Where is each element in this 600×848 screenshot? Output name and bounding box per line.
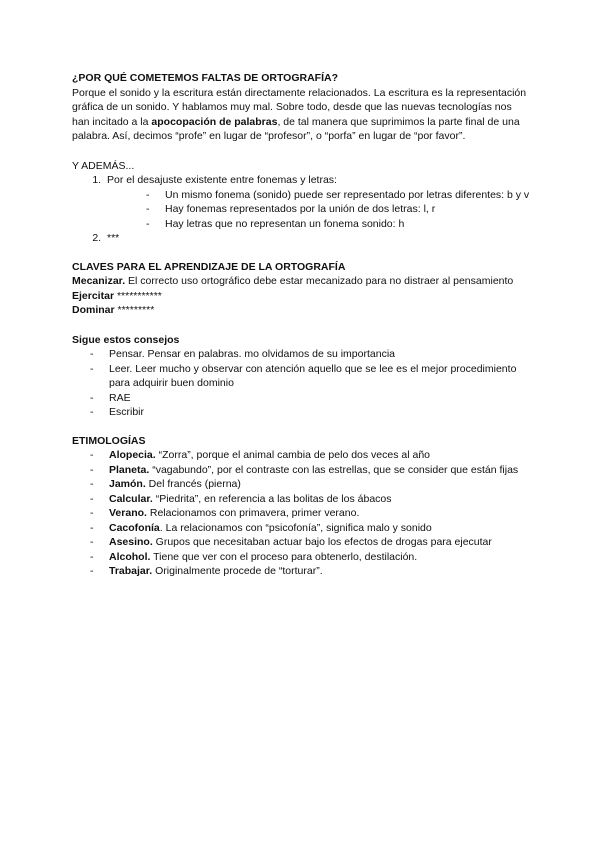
etimologia-desc: Del francés (pierna) xyxy=(145,478,241,490)
etimologia-item xyxy=(90,564,532,579)
ademas-item xyxy=(104,173,532,231)
etimologia-desc: “vagabundo”, por el contraste con las estrellas, que se consider que están fijas xyxy=(149,463,519,476)
etimologia-item xyxy=(90,521,532,536)
dominar-text: ********* xyxy=(114,304,155,316)
etimologia-desc: “Piedrita”, en referencia a las bolitas de los ábacos xyxy=(152,492,392,505)
ademas-sublist xyxy=(107,188,532,232)
ejercitar-line xyxy=(72,289,532,304)
etimologia-term: Jamón. xyxy=(109,478,146,490)
spacer xyxy=(72,318,532,333)
etimologia-term: Alcohol. xyxy=(109,550,151,563)
etimologia-item xyxy=(90,463,532,478)
etimologia-item xyxy=(90,535,532,550)
spacer xyxy=(72,144,532,159)
etimologia-item xyxy=(90,506,532,521)
section-title-consejos: Sigue estos consejos xyxy=(72,333,180,346)
ademas-item-text: *** xyxy=(107,232,120,244)
etimologia-desc: “Zorra”, porque el animal cambia de pelo dos veces al año xyxy=(155,449,430,461)
etimologia-desc: Tiene que ver con el proceso para obtenerlo, destilación. xyxy=(150,550,418,563)
etimologia-item xyxy=(90,448,532,463)
intro-paragraph xyxy=(72,86,532,144)
document-body xyxy=(72,71,532,579)
etimologia-desc: Relacionamos con primavera, primer verano. xyxy=(146,507,360,519)
spacer xyxy=(72,246,532,260)
etimologia-item xyxy=(90,492,532,507)
ademas-subitem: - Hay letras que no representan un fonema sonido: h xyxy=(146,217,532,232)
ademas-item-text: Por el desajuste existente entre fonemas y letras: xyxy=(107,174,337,186)
etimologia-term: Calcular. xyxy=(109,492,153,505)
etimologia-term: Alopecia. xyxy=(109,449,156,461)
etimologia-term: Asesino. xyxy=(109,536,153,548)
etimologia-term: Trabajar. xyxy=(109,565,153,577)
section-title-faltas: ¿POR QUÉ COMETEMOS FALTAS DE ORTOGRAFÍA? xyxy=(72,72,339,84)
section-title-ademas: Y ADEMÁS... xyxy=(72,159,135,172)
mecanizar-label: Mecanizar. xyxy=(72,275,126,287)
section-title-etimologias: ETIMOLOGÍAS xyxy=(72,434,146,447)
etimologias-list xyxy=(72,448,532,579)
etimologia-term: Planeta. xyxy=(109,463,150,476)
intro-text-start: Porque el sonido y la escritura están directamente relacionados. La escritura es la representación gráfica de un sonido. Y hablamos muy mal. Sobre todo, desde que las nuevas tecnologías nos han incitado a la xyxy=(72,86,527,128)
etimologia-desc: Originalmente procede de “torturar”. xyxy=(152,565,323,577)
etimologia-term: Cacofonía xyxy=(109,521,160,534)
intro-text-end: , de tal manera que suprimimos la parte final de una palabra. Así, decimos “profe” en lugar de “profesor”, o “porfa” en lugar de “por favor”. xyxy=(72,115,520,142)
mecanizar-paragraph xyxy=(72,274,532,289)
intro-bold-term: apocopación de palabras xyxy=(151,115,278,128)
consejo-item: - Escribir xyxy=(90,405,532,420)
ejercitar-label: Ejercitar xyxy=(72,289,115,302)
dominar-line xyxy=(72,303,532,318)
etimologia-desc: . La relacionamos con “psicofonía”, significa malo y sonido xyxy=(159,521,432,534)
consejo-item: - Pensar. Pensar en palabras. mo olvidamos de su importancia xyxy=(90,347,532,362)
dominar-label: Dominar xyxy=(72,304,115,316)
ademas-subitem: - Un mismo fonema (sonido) puede ser representado por letras diferentes: b y v xyxy=(146,188,532,203)
etimologia-item xyxy=(90,550,532,565)
etimologia-term: Verano. xyxy=(109,507,147,519)
ejercitar-text: *********** xyxy=(114,289,162,302)
etimologia-item xyxy=(90,477,532,492)
consejo-item: - RAE xyxy=(90,391,532,406)
ademas-item xyxy=(104,231,532,246)
consejos-list xyxy=(72,347,532,420)
ademas-subitem: - Hay fonemas representados por la unión de dos letras: l, r xyxy=(146,202,532,217)
mecanizar-text: El correcto uso ortográfico debe estar mecanizado para no distraer al pensamiento xyxy=(125,275,514,287)
section-title-claves: CLAVES PARA EL APRENDIZAJE DE LA ORTOGRAFÍA xyxy=(72,260,346,273)
ademas-list xyxy=(72,173,532,246)
etimologia-desc: Grupos que necesitaban actuar bajo los efectos de drogas para ejecutar xyxy=(152,536,492,548)
spacer xyxy=(72,420,532,434)
consejo-item: - Leer. Leer mucho y observar con atención aquello que se lee es el mejor procedimiento para adquirir buen dominio xyxy=(90,362,532,391)
